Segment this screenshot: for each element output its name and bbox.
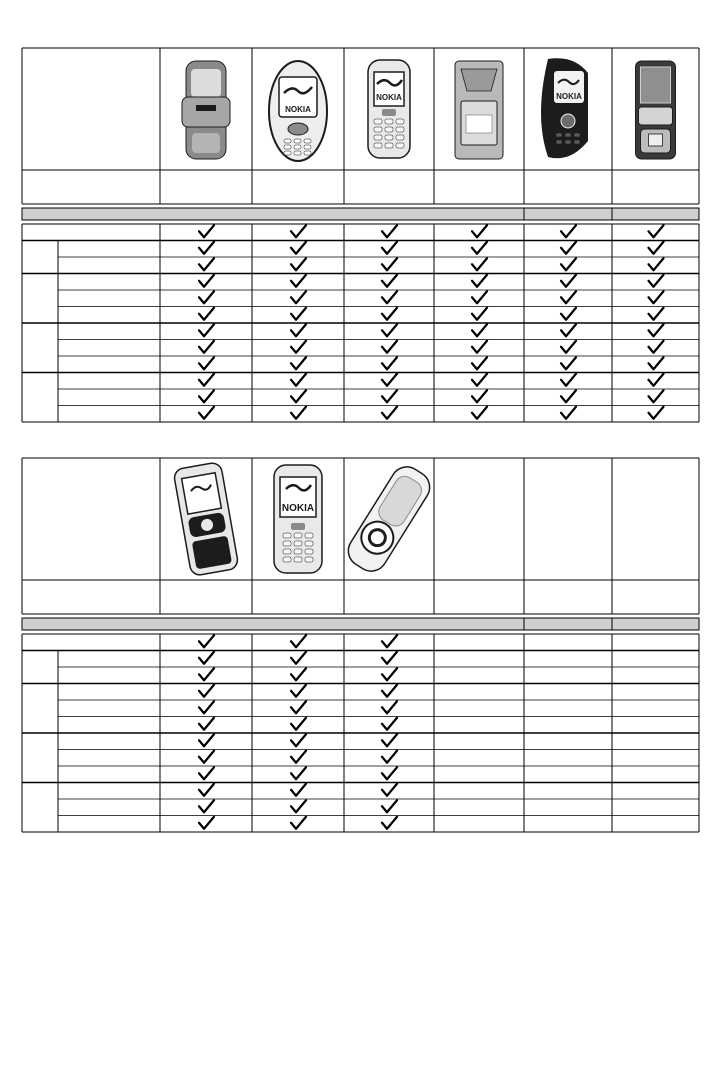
check-mark-icon [291, 324, 306, 336]
check-mark-icon [291, 718, 306, 730]
check-mark-icon [291, 685, 306, 697]
section-band [22, 208, 699, 220]
candybar-phone-large-icon [274, 465, 322, 573]
check-mark-icon [199, 374, 214, 386]
check-mark-icon [291, 357, 306, 369]
check-mark-icon [561, 390, 576, 402]
check-mark-icon [291, 242, 306, 254]
check-mark-icon [472, 407, 487, 419]
check-mark-icon [291, 291, 306, 303]
check-mark-icon [199, 258, 214, 270]
check-mark-icon [472, 275, 487, 287]
check-mark-icon [199, 324, 214, 336]
check-mark-icon [199, 767, 214, 779]
check-mark-icon [649, 308, 664, 320]
check-mark-icon [199, 390, 214, 402]
check-mark-icon [561, 258, 576, 270]
check-mark-icon [382, 258, 397, 270]
check-mark-icon [382, 701, 397, 713]
oval-phone-icon [269, 61, 327, 161]
check-mark-icon [382, 784, 397, 796]
check-mark-icon [382, 817, 397, 829]
slide-phone-silver-icon [182, 61, 230, 159]
check-mark-icon [291, 635, 306, 647]
check-mark-icon [649, 291, 664, 303]
check-mark-icon [382, 734, 397, 746]
check-mark-icon [649, 275, 664, 287]
check-mark-icon [382, 242, 397, 254]
check-mark-icon [561, 324, 576, 336]
check-mark-icon [291, 407, 306, 419]
phone-screen-text: NOKIA [285, 105, 311, 114]
check-mark-icon [382, 225, 397, 237]
communicator-phone-icon [455, 61, 503, 159]
check-mark-icon [649, 374, 664, 386]
check-mark-icon [472, 357, 487, 369]
check-mark-icon [561, 225, 576, 237]
check-mark-icon [291, 767, 306, 779]
check-mark-icon [472, 374, 487, 386]
check-mark-icon [472, 324, 487, 336]
check-mark-icon [199, 275, 214, 287]
check-mark-icon [291, 225, 306, 237]
check-mark-icon [199, 800, 214, 812]
check-mark-icon [291, 341, 306, 353]
check-mark-icon [199, 291, 214, 303]
check-mark-icon [649, 225, 664, 237]
check-mark-icon [291, 275, 306, 287]
check-mark-icon [382, 407, 397, 419]
check-mark-icon [472, 291, 487, 303]
check-mark-icon [291, 390, 306, 402]
check-mark-icon [199, 701, 214, 713]
compatibility-table-2 [22, 458, 699, 832]
check-mark-icon [561, 357, 576, 369]
phone-screen-text: NOKIA [281, 503, 315, 514]
check-mark-icon [382, 341, 397, 353]
check-mark-icon [382, 685, 397, 697]
check-mark-icon [649, 407, 664, 419]
check-mark-icon [199, 685, 214, 697]
check-mark-icon [472, 390, 487, 402]
check-mark-icon [291, 374, 306, 386]
check-mark-icon [382, 668, 397, 680]
check-mark-icon [382, 357, 397, 369]
check-mark-icon [382, 308, 397, 320]
check-mark-icon [561, 242, 576, 254]
check-mark-icon [291, 668, 306, 680]
check-mark-icon [649, 390, 664, 402]
check-mark-icon [382, 767, 397, 779]
check-mark-icon [382, 374, 397, 386]
check-mark-icon [199, 652, 214, 664]
check-mark-icon [199, 407, 214, 419]
check-mark-icon [472, 242, 487, 254]
check-mark-icon [382, 751, 397, 763]
check-mark-icon [649, 258, 664, 270]
check-mark-icon [561, 374, 576, 386]
check-mark-icon [382, 652, 397, 664]
check-mark-icon [291, 734, 306, 746]
check-mark-icon [382, 275, 397, 287]
swivel-phone-icon [342, 461, 435, 577]
slide-phone-dark-icon [636, 61, 676, 159]
check-mark-icon [291, 258, 306, 270]
check-mark-icon [291, 817, 306, 829]
check-mark-icon [199, 357, 214, 369]
check-mark-icon [199, 242, 214, 254]
check-mark-icon [199, 718, 214, 730]
check-mark-icon [649, 324, 664, 336]
black-curved-phone-icon [541, 58, 588, 158]
check-mark-icon [199, 784, 214, 796]
check-mark-icon [561, 291, 576, 303]
check-mark-icon [382, 291, 397, 303]
check-mark-icon [561, 275, 576, 287]
check-mark-icon [472, 308, 487, 320]
check-mark-icon [291, 800, 306, 812]
check-mark-icon [382, 390, 397, 402]
check-mark-icon [649, 341, 664, 353]
check-mark-icon [382, 635, 397, 647]
check-mark-icon [199, 225, 214, 237]
check-mark-icon [291, 701, 306, 713]
check-mark-icon [382, 800, 397, 812]
check-mark-icon [472, 341, 487, 353]
check-mark-icon [472, 225, 487, 237]
slide-phone-tilted-icon [173, 462, 239, 577]
candybar-phone-icon [368, 60, 410, 158]
check-mark-icon [382, 718, 397, 730]
section-band [22, 618, 699, 630]
compatibility-table-1 [22, 48, 699, 422]
check-mark-icon [199, 817, 214, 829]
check-mark-icon [382, 324, 397, 336]
check-mark-icon [649, 242, 664, 254]
check-mark-icon [291, 784, 306, 796]
check-mark-icon [199, 341, 214, 353]
check-mark-icon [199, 734, 214, 746]
check-mark-icon [291, 751, 306, 763]
check-mark-icon [472, 258, 487, 270]
check-mark-icon [199, 668, 214, 680]
check-mark-icon [561, 308, 576, 320]
check-mark-icon [561, 407, 576, 419]
check-mark-icon [199, 635, 214, 647]
check-mark-icon [199, 751, 214, 763]
check-mark-icon [291, 652, 306, 664]
phone-screen-text: NOKIA [376, 93, 402, 102]
check-mark-icon [561, 341, 576, 353]
check-mark-icon [649, 357, 664, 369]
check-mark-icon [199, 308, 214, 320]
phone-screen-text: NOKIA [556, 92, 582, 101]
check-mark-icon [291, 308, 306, 320]
